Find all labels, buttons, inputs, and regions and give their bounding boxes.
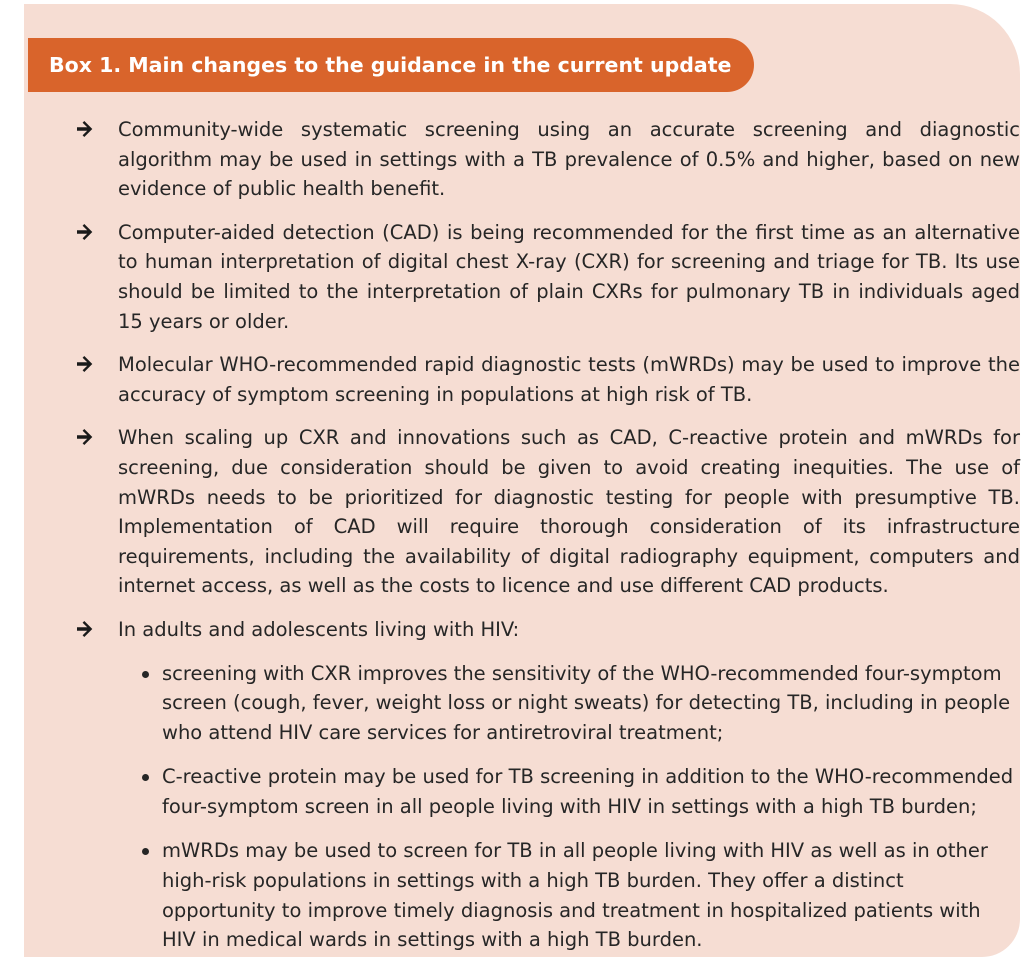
- sub-list-item-text: screening with CXR improves the sensitivity of the WHO-recommended four-symptom screen (cough, fever, weight loss or night sweats) for detecting TB, including in people who attend HIV care services for antiretroviral treatment;: [162, 661, 1011, 744]
- box-title: Box 1. Main changes to the guidance in the current update: [28, 38, 754, 92]
- arrow-right-icon: [76, 350, 96, 372]
- list-item-text: Community-wide systematic screening using an accurate screening and diagnostic algorithm may be used in settings with a TB prevalence of 0.5% and higher, based on new evidence of public health benefit.: [118, 118, 1020, 201]
- sub-list-item: [140, 659, 1020, 748]
- list-item-text: When scaling up CXR and innovations such as CAD, C-reactive protein and mWRDs for screening, due consideration should be given to avoid creating inequities. The use of mWRDs needs to be prioritized for diagnostic testing for people with presumptive TB. Implementation of CAD will require thorough consideration of its infrastructure requirements, including the availability of digital radiography equipment, computers and internet access, as well as the costs to licence and use different CAD products.: [118, 426, 1020, 598]
- list-item-text: Molecular WHO-recommended rapid diagnostic tests (mWRDs) may be used to improve the accuracy of symptom screening in populations at high risk of TB.: [118, 353, 1020, 406]
- sub-list-item-text: mWRDs may be used to screen for TB in all people living with HIV as well as in other high-risk populations in settings with a high TB burden. They offer a distinct opportunity to improve timely diagnosis and treatment in hospitalized patients with HIV in medical wards in settings with a high TB burden.: [162, 839, 988, 952]
- arrow-right-icon: [76, 218, 96, 240]
- bullet-icon: [142, 671, 149, 678]
- list-item: [76, 423, 1020, 601]
- sub-list-item: [140, 836, 1020, 954]
- bullet-icon: [142, 848, 149, 855]
- sub-list: [140, 659, 1020, 955]
- arrow-right-icon: [76, 115, 96, 137]
- main-changes-box: [24, 4, 1020, 957]
- list-item-text: In adults and adolescents living with HIV:: [118, 617, 520, 641]
- list-item: [76, 615, 1020, 955]
- list-item-text: Computer-aided detection (CAD) is being recommended for the first time as an alternative to human interpretation of digital chest X-ray (CXR) for screening and triage for TB. Its use should be limited to the interpretation of plain CXRs for pulmonary TB in individuals aged 15 years or older.: [118, 220, 1020, 333]
- arrow-right-icon: [76, 423, 96, 445]
- arrow-right-icon: [76, 615, 96, 637]
- list-item: [76, 350, 1020, 409]
- bullet-icon: [142, 774, 149, 781]
- sub-list-item: [140, 762, 1020, 821]
- list-item: [76, 115, 1020, 204]
- box-content: [76, 115, 1020, 970]
- sub-list-item-text: C-reactive protein may be used for TB screening in addition to the WHO-recommended four-symptom screen in all people living with HIV in settings with a high TB burden;: [162, 765, 1014, 818]
- list-item: [76, 218, 1020, 336]
